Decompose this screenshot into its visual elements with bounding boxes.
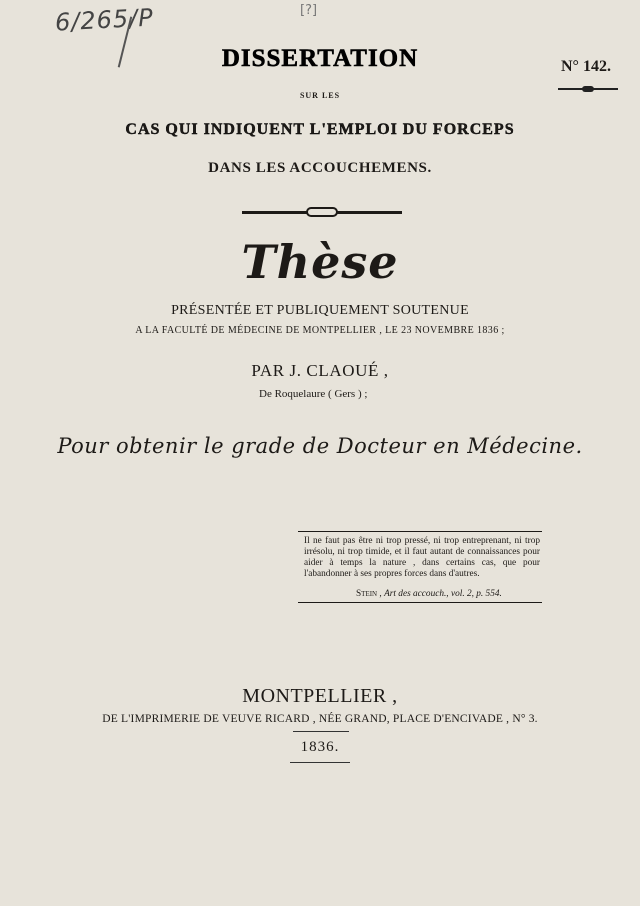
year-rule [290,762,350,763]
imprint-printer: DE L'IMPRIMERIE DE VEUVE RICARD , NÉE GRAND, PLACE D'ENCIVADE , N° 3. [102,713,538,725]
handwritten-shelfmark: 6/265/P [54,3,155,37]
title-main: DISSERTATION [221,45,419,72]
author-origin: De Roquelaure ( Gers ) ; [259,388,368,400]
imprint-city: MONTPELLIER , [242,685,398,707]
dissertation-number: N° 142. [561,58,611,75]
these-heading: Thèse [241,235,399,289]
ornamental-divider [242,211,402,214]
epigraph-citation [356,589,502,599]
title-sur-les: SUR LES [299,91,341,100]
number-ornament-rule [558,88,618,90]
imprint-year: 1836. [300,739,340,755]
degree-purpose: Pour obtenir le grade de Docteur en Médecine. [57,434,583,458]
faculte-line: A LA FACULTÉ DE MÉDECINE DE MONTPELLIER , LE 23 NOVEMBRE 1836 ; [135,325,505,336]
presentee-line: PRÉSENTÉE ET PUBLIQUEMENT SOUTENUE [171,303,469,318]
author-name: PAR J. CLAOUÉ , [251,361,389,380]
epigraph-work: Art des accouch., vol. 2, p. 554. [384,589,502,599]
imprint-rule [293,731,349,732]
epigraph-author: Stein , [356,589,382,599]
pencil-mark: [?] [300,3,318,18]
title-line-2: DANS LES ACCOUCHEMENS. [208,160,432,176]
epigraph-rule-bottom [298,602,542,603]
title-line-1: CAS QUI INDIQUENT L'EMPLOI DU FORCEPS [125,121,515,138]
epigraph-rule-top [298,531,542,532]
epigraph-text: Il ne faut pas être ni trop pressé, ni trop entreprenant, ni trop irrésolu, ni trop timide, et il faut autant de connaissances pour aider à temps la nature , dans certains cas, que pour l'abandonner à ses propres forces dans d'autres. [304,536,540,579]
